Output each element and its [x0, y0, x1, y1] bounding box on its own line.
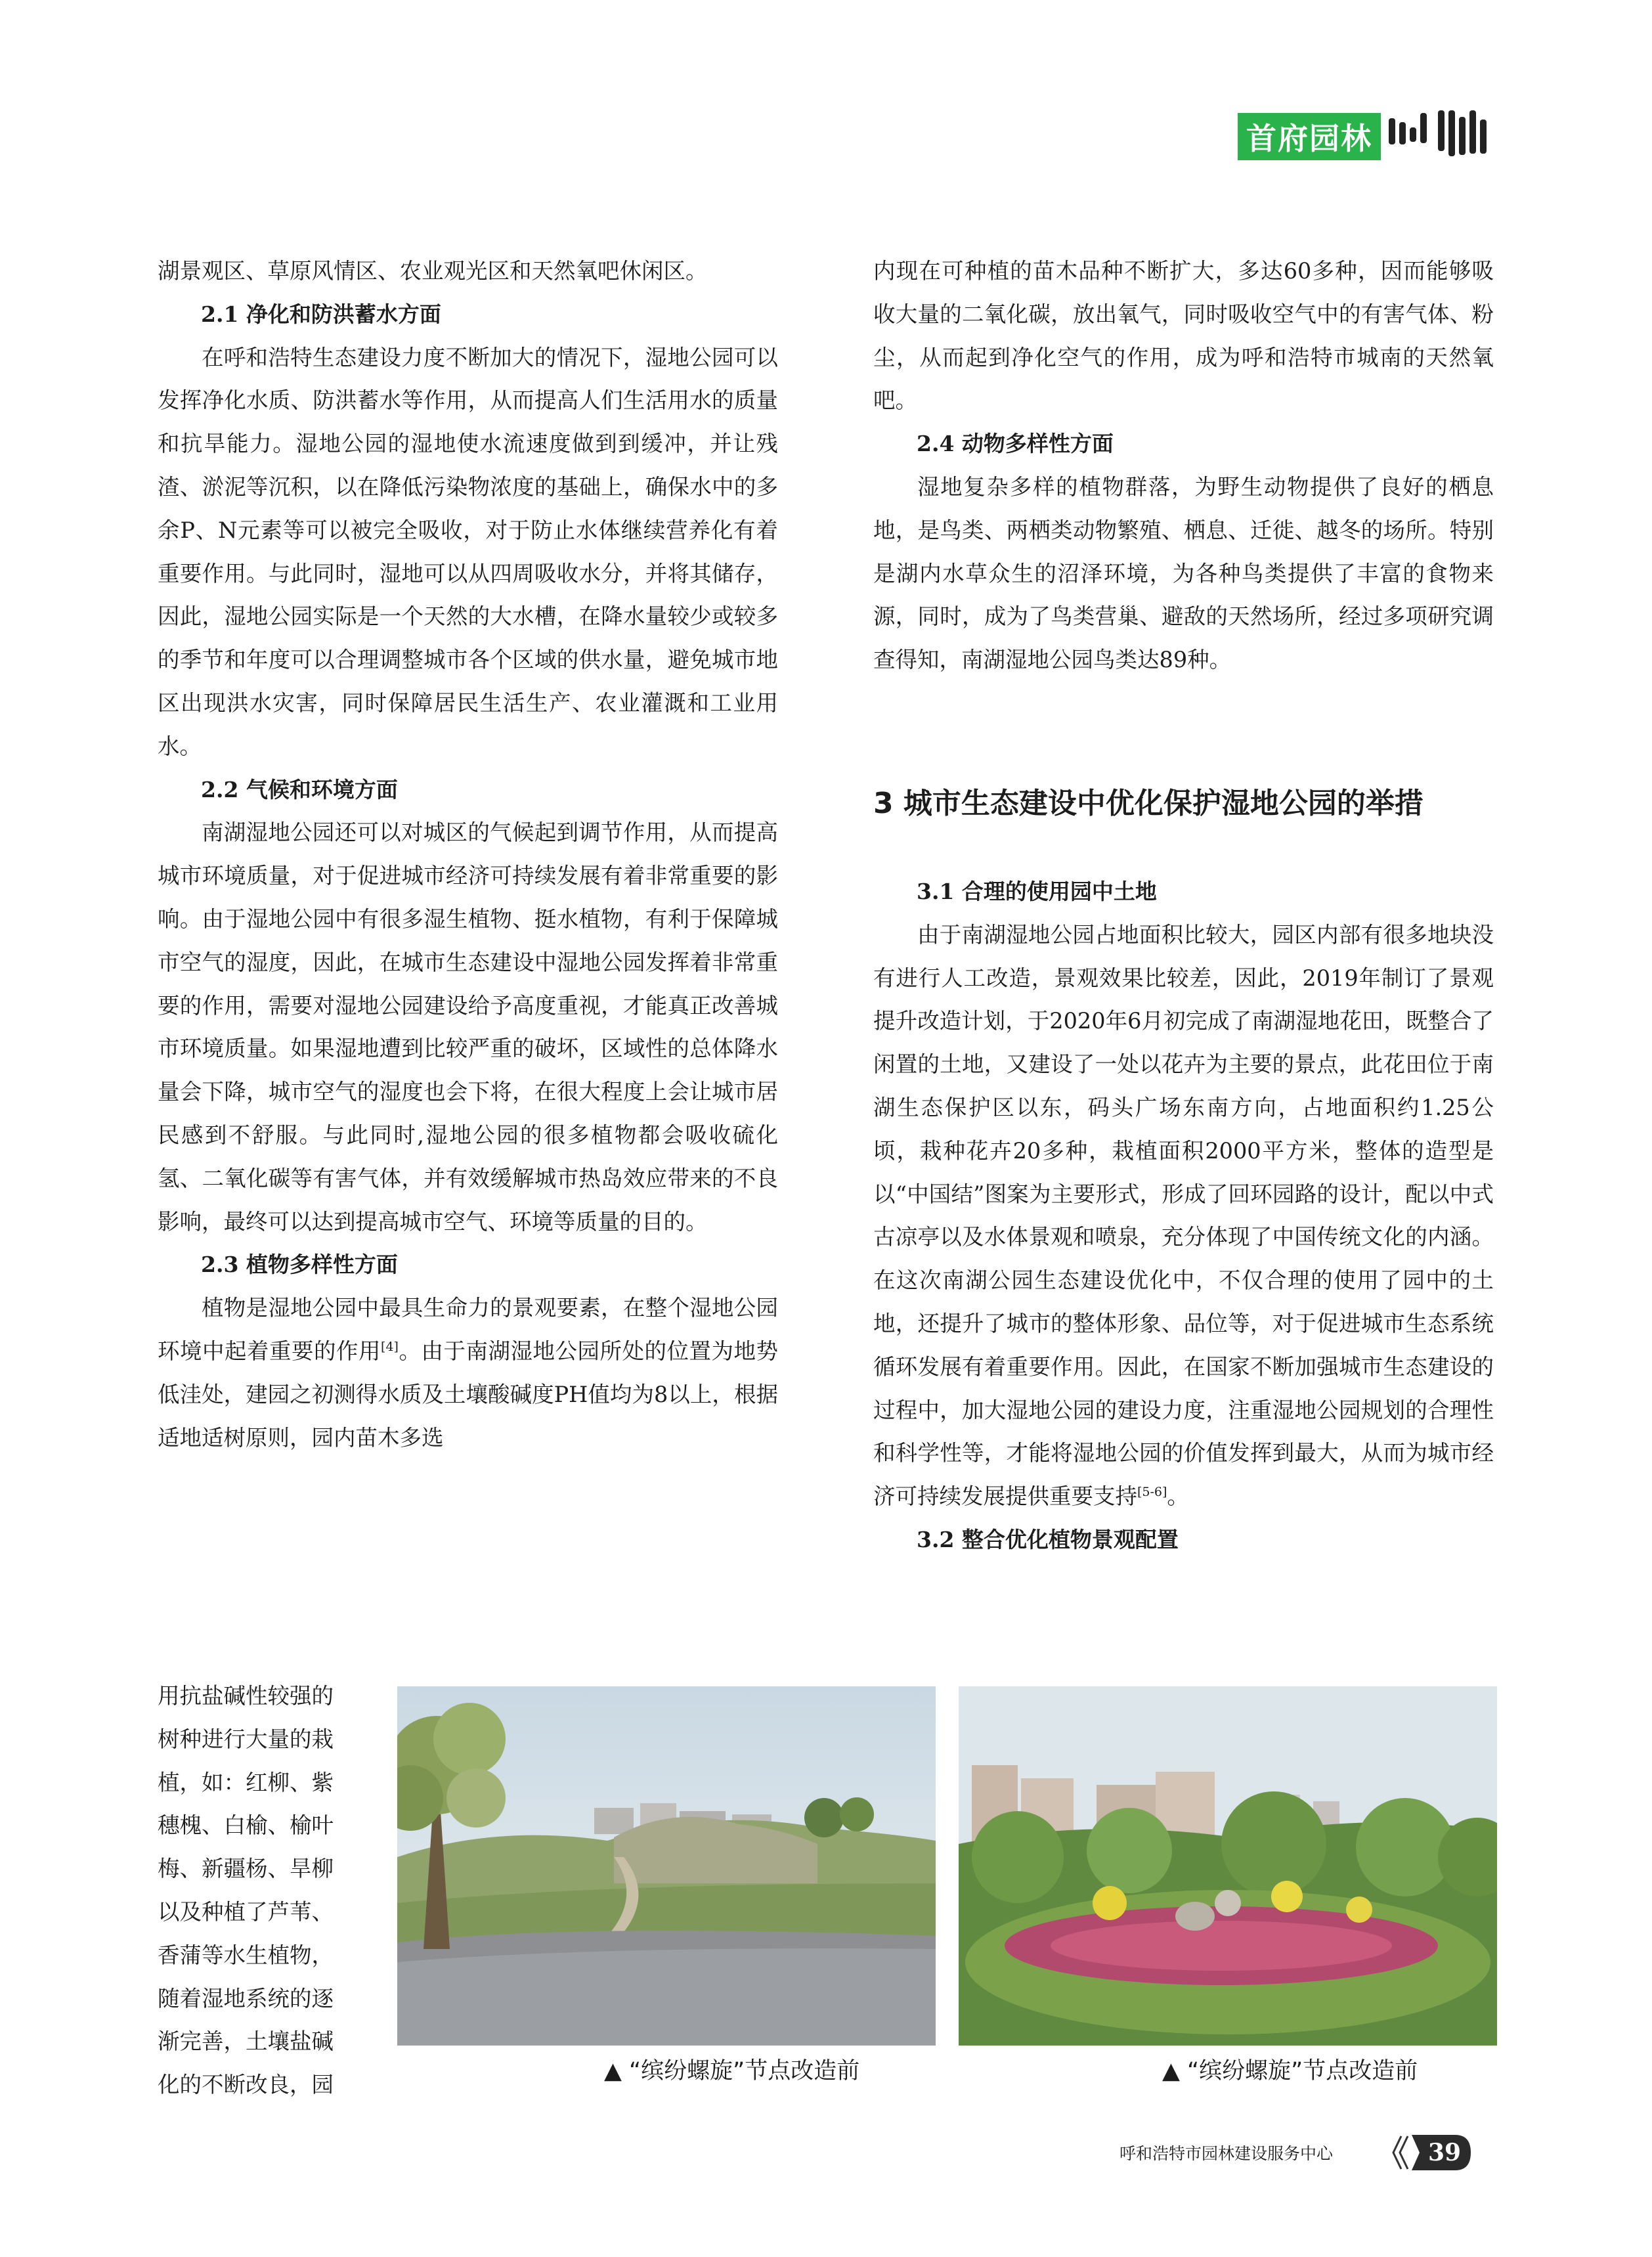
- left-column: [158, 250, 778, 1459]
- mongolian-script-logo: [1389, 110, 1427, 163]
- text-line: 树种进行大量的栽: [158, 1726, 334, 1752]
- logo-text: 首府园林: [1246, 121, 1372, 156]
- right-column-section-3: [873, 870, 1494, 1562]
- text-line: 用抗盐碱性较强的: [158, 1683, 334, 1709]
- section-heading-2-3: 2.3 植物多样性方面: [201, 1252, 398, 1278]
- text-line: 渐完善，土壤盐碱: [158, 2028, 334, 2055]
- figure-caption-2: ▲ “缤纷螺旋”节点改造前: [1162, 2058, 1418, 2084]
- reference-5-6: [5-6]: [1137, 1485, 1167, 1499]
- reference-4: [4]: [381, 1339, 399, 1354]
- right-column: [873, 250, 1494, 682]
- paragraph: 在呼和浩特生态建设力度不断加大的情况下，湿地公园可以发挥净化水质、防洪蓄水等作用，从而提高人们生活用水的质量和抗旱能力。湿地公园的湿地使水流速度做到到缓冲，并让残渣、淤泥等沉积，以在降低污染物浓度的基础上，确保水中的多余P、N元素等可以被完全吸收，对于防止水体继续营养化有着重要作用。与此同时，湿地可以从四周吸收水分，并将其储存，因此，湿地公园实际是一个天然的大水槽，在降水量较少或较多的季节和年度可以合理调整城市各个区域的供水量，避免城市地区出现洪水灾害，同时保障居民生活生产、农业灌溉和工业用水。: [158, 344, 778, 759]
- photo-park-path-before: [397, 1686, 936, 2046]
- photo-illustration: [959, 1686, 1497, 2046]
- section-heading-3-1: 3.1 合理的使用园中土地: [917, 879, 1157, 904]
- section-heading-2-1: 2.1 净化和防洪蓄水方面: [201, 301, 441, 327]
- paragraph: 南湖湿地公园还可以对城区的气候起到调节作用，从而提高城市环境质量，对于促进城市经济可持续发展有着非常重要的影响。由于湿地公园中有很多湿生植物、挺水植物，有利于保障城市空气的湿度，因此，在城市生态建设中湿地公园发挥着非常重要的作用，需要对湿地公园建设给予高度重视，才能真正改善城市环境质量。如果湿地遭到比较严重的破坏，区域性的总体降水量会下降，城市空气的湿度也会下将，在很大程度上会让城市居民感到不舒服。与此同时,湿地公园的很多植物都会吸收硫化氢、二氧化碳等有害气体，并有效缓解城市热岛效应带来的不良影响，最终可以达到提高城市空气、环境等质量的目的。: [158, 820, 778, 1235]
- mongolian-script-title: [1438, 110, 1487, 163]
- photo-illustration: [397, 1686, 936, 2046]
- text-run: 植物是湿地公园中最具生命力的景观要素，在整个湿地公园环境中起着重要的作用: [158, 1295, 778, 1364]
- paragraph: [158, 1286, 778, 1459]
- text-run: 。由于南湖湿地公园所处的位置为地势低洼处，建园之初测得水质及土壤酸碱度PH值均为8以上，根据适地适树原则，园内苗木多选: [158, 1338, 779, 1451]
- text-line: 植，如：红柳、紫: [158, 1769, 334, 1795]
- footer-organization: 呼和浩特市园林建设服务中心: [1119, 2144, 1334, 2163]
- text-line: 以及种植了芦苇、: [158, 1898, 334, 1925]
- figure-caption-1: ▲ “缤纷螺旋”节点改造前: [604, 2058, 860, 2084]
- paragraph: 湖景观区、草原风情区、农业观光区和天然氧吧休闲区。: [158, 258, 708, 284]
- text-line: 穗槐、白榆、榆叶: [158, 1812, 334, 1839]
- photo-flower-bed-before: [959, 1686, 1497, 2046]
- text-run: 。: [1167, 1483, 1189, 1510]
- page-number-badge: [1392, 2134, 1474, 2172]
- chapter-heading-3: 3 城市生态建设中优化保护湿地公园的举措: [873, 787, 1424, 820]
- section-heading-3-2: 3.2 整合优化植物景观配置: [917, 1526, 1179, 1552]
- magazine-logo: [1238, 113, 1381, 160]
- text-line: 化的不断改良，园: [158, 2072, 334, 2098]
- text-line: 梅、新疆杨、旱柳: [158, 1856, 334, 1882]
- page-number: 39: [1427, 2139, 1462, 2166]
- text-line: 香蒲等水生植物，: [158, 1942, 334, 1968]
- section-heading-2-4: 2.4 动物多样性方面: [917, 431, 1114, 457]
- left-narrow-text: [158, 1675, 374, 2107]
- paragraph: 湿地复杂多样的植物群落，为野生动物提供了良好的栖息地，是鸟类、两栖类动物繁殖、栖息、迁徙、越冬的场所。特别是湖内水草众生的沼泽环境，为各种鸟类提供了丰富的食物来源，同时，成为了鸟类营巢、避敌的天然场所，经过多项研究调查得知，南湖湿地公园鸟类达89种。: [873, 473, 1494, 673]
- section-heading-2-2: 2.2 气候和环境方面: [201, 776, 398, 802]
- paragraph: 内现在可种植的苗木品种不断扩大，多达60多种，因而能够吸收大量的二氧化碳，放出氧气，同时吸收空气中的有害气体、粉尘，从而起到净化空气的作用，成为呼和浩特市城南的天然氧吧。: [873, 258, 1494, 414]
- text-run: 由于南湖湿地公园占地面积比较大，园区内部有很多地块没有进行人工改造，景观效果比较差，因此，2019年制订了景观提升改造计划，于2020年6月初完成了南湖湿地花田，既整合了闲置的土地，又建设了一处以花卉为主要的景点，此花田位于南湖生态保护区以东，码头广场东南方向，占地面积约1.25公顷，栽种花卉20多种，栽植面积2000平方米，整体的造型是以“中国结”图案为主要形式，形成了回环园路的设计，配以中式古凉亭以及水体景观和喷泉，充分体现了中国传统文化的内涵。在这次南湖公园生态建设优化中，不仅合理的使用了园中的土地，还提升了城市的整体形象、品位等，对于促进城市生态系统循环发展有着重要作用。因此，在国家不断加强城市生态建设的过程中，加大湿地公园的建设力度，注重湿地公园规划的合理性和科学性等，才能将湿地公园的价值发挥到最大，从而为城市经济可持续发展提供重要支持: [873, 921, 1494, 1510]
- text-line: 随着湿地系统的逐: [158, 1985, 334, 2011]
- paragraph: [873, 913, 1494, 1518]
